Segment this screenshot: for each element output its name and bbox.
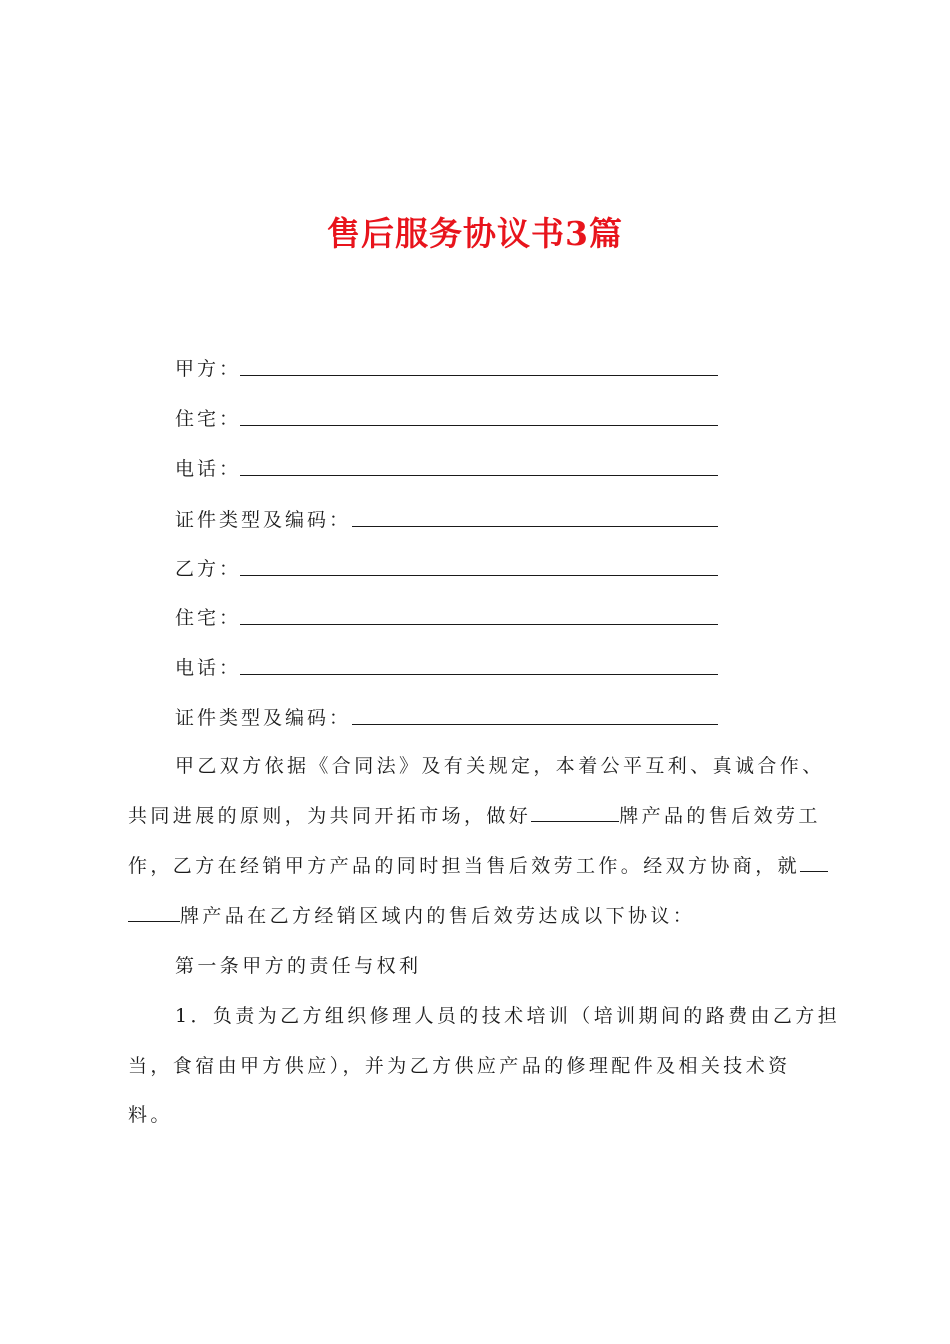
item-1-line-3: 料。 (128, 1104, 173, 1126)
field-label-address-a: 住宅： (175, 408, 242, 430)
item-1-line-2: 当，食宿由甲方供应），并为乙方供应产品的修理配件及相关技术资 (128, 1055, 791, 1077)
intro-line-1: 甲乙双方依据《合同法》及有关规定，本着公平互利、真诚合作、 (175, 755, 825, 777)
intro-line-4-text: 牌产品在乙方经销区域内的售后效劳达成以下协议： (180, 905, 696, 927)
field-label-id-a: 证件类型及编码： (175, 509, 352, 531)
item-1-line-1: 1．负责为乙方组织修理人员的技术培训（培训期间的路费由乙方担 (175, 1005, 841, 1027)
field-underline-id-b (352, 724, 718, 725)
field-underline-phone-a (240, 475, 718, 476)
field-label-party-a: 甲方： (175, 358, 242, 380)
brand-blank-2a (800, 853, 828, 872)
intro-line-2-text-b: 牌产品的售后效劳工 (619, 805, 821, 827)
intro-line-3-text: 作，乙方在经销甲方产品的同时担当售后效劳工作。经双方协商，就 (128, 855, 801, 877)
field-label-party-b: 乙方： (175, 558, 242, 580)
field-underline-party-a (240, 375, 718, 376)
field-underline-address-b (240, 624, 718, 625)
brand-blank-1 (531, 803, 619, 822)
intro-line-3 (128, 851, 828, 878)
brand-blank-2b (128, 903, 180, 922)
intro-line-2 (128, 801, 821, 828)
field-label-address-b: 住宅： (175, 607, 242, 629)
field-underline-address-a (240, 425, 718, 426)
field-label-phone-a: 电话： (175, 458, 242, 480)
field-label-phone-b: 电话： (175, 657, 242, 679)
intro-line-2-text-a: 共同进展的原则，为共同开拓市场，做好 (128, 805, 532, 827)
field-underline-id-a (352, 526, 718, 527)
field-underline-party-b (240, 575, 718, 576)
intro-line-4 (128, 901, 695, 928)
document-title: 售后服务协议书3篇 (327, 214, 623, 253)
section-heading-1: 第一条甲方的责任与权利 (175, 955, 422, 977)
field-label-id-b: 证件类型及编码： (175, 707, 352, 729)
field-underline-phone-b (240, 674, 718, 675)
